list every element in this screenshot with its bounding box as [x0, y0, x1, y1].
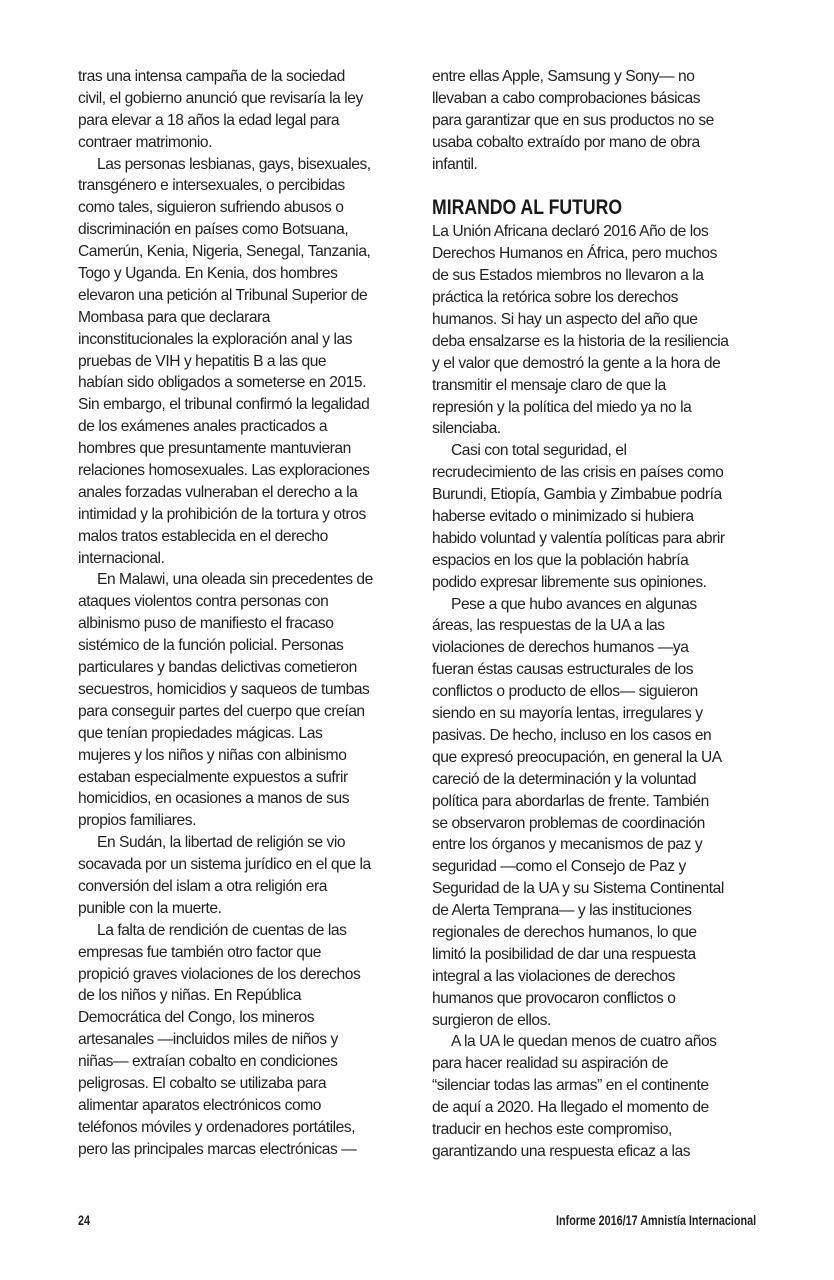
text-line: homicidios, en ocasiones a manos de sus — [78, 790, 350, 808]
text-line: represión y la política del miedo ya no la — [432, 398, 692, 416]
paragraph — [78, 154, 418, 570]
text-line: inconstitucionales la exploración anal y las — [78, 330, 353, 348]
text-line: contraer matrimonio. — [78, 133, 212, 151]
text-line: artesanales —incluidos miles de niños y — [78, 1031, 338, 1049]
text-line: Togo y Uganda. En Kenia, dos hombres — [78, 265, 338, 283]
text-line: espacios en los que la población habría — [432, 551, 689, 569]
text-line: de aquí a 2020. Ha llegado el momento de — [432, 1099, 709, 1117]
text-line: recrudecimiento de las crisis en países como — [432, 464, 724, 482]
section-heading: MIRANDO AL FUTURO — [432, 196, 623, 220]
text-line: entre los órganos y mecanismos de paz y — [432, 836, 703, 854]
right-column-intro — [432, 66, 772, 175]
paragraph — [432, 594, 772, 1032]
text-line: A la UA le quedan menos de cuatro años — [451, 1033, 717, 1051]
text-line: elevaron una petición al Tribunal Superior de — [78, 286, 368, 304]
text-line: mujeres y los niños y niñas con albinismo — [78, 746, 347, 764]
text-line: tras una intensa campaña de la sociedad — [78, 68, 345, 85]
text-line: conflictos o producto de ellos— siguieron — [432, 683, 698, 701]
text-line: para garantizar que en sus productos no se — [432, 111, 714, 129]
text-line: teléfonos móviles y ordenadores portátiles, — [78, 1118, 356, 1136]
paragraph — [78, 920, 418, 1161]
text-line: Camerún, Kenia, Nigeria, Senegal, Tanzania, — [78, 243, 371, 261]
text-line: áreas, las respuestas de la UA a las — [432, 617, 665, 635]
text-line: que tenían propiedades mágicas. Las — [78, 724, 323, 742]
text-line: haberse evitado o minimizado si hubiera — [432, 508, 694, 526]
paragraph — [432, 66, 772, 175]
text-line: regionales de derechos humanos, lo que — [432, 923, 697, 941]
text-line: secuestros, homicidios y saqueos de tumbas — [78, 680, 370, 698]
text-line: fueran éstas causas estructurales de los — [432, 661, 694, 679]
text-line: seguridad —como el Consejo de Paz y — [432, 858, 686, 876]
text-line: llevaban a cabo comprobaciones básicas — [432, 89, 701, 107]
text-line: anales forzadas vulneraban el derecho a la — [78, 483, 358, 501]
text-line: propios familiares. — [78, 812, 196, 830]
text-line: garantizando una respuesta eficaz a las — [432, 1142, 691, 1160]
text-line: La falta de rendición de cuentas de las — [97, 921, 347, 939]
text-line: En Sudán, la libertad de religión se vio — [97, 834, 346, 852]
text-line: como tales, siguieron sufriendo abusos o — [78, 199, 344, 217]
text-line: albinismo puso de manifiesto el fracaso — [78, 615, 334, 633]
text-line: silenciaba. — [432, 420, 501, 438]
text-line: Mombasa para que declarara — [78, 308, 271, 326]
text-line: integral a las violaciones de derechos — [432, 967, 675, 985]
text-line: punible con la muerte. — [78, 899, 222, 917]
text-line: Seguridad de la UA y su Sistema Continental — [432, 880, 724, 898]
text-line: política para abordarlas de frente. También — [432, 792, 709, 810]
text-line: pasivas. De hecho, incluso en los casos en — [432, 726, 712, 744]
text-line: Pese a que hubo avances en algunas — [451, 595, 697, 613]
text-line: socavada por un sistema jurídico en el que la — [78, 856, 371, 874]
paragraph — [78, 66, 418, 154]
text-line: se observaron problemas de coordinación — [432, 814, 705, 832]
paragraph — [78, 569, 418, 832]
paragraph — [432, 440, 772, 593]
paragraph — [78, 832, 418, 920]
text-line: Casi con total seguridad, el — [451, 442, 627, 460]
text-line: propició graves violaciones de los derechos — [78, 965, 361, 983]
text-line: habían sido obligados a someterse en 2015. — [78, 374, 366, 392]
text-line: traducir en hechos este compromiso, — [432, 1120, 672, 1138]
text-line: particulares y bandas delictivas cometieron — [78, 659, 357, 677]
paragraph — [432, 1031, 772, 1162]
text-line: empresas fue también otro factor que — [78, 943, 321, 961]
text-line: transmitir el mensaje claro de que la — [432, 376, 666, 394]
text-line: habido voluntad y valentía políticas para abrir — [432, 529, 725, 547]
text-line: humanos que provocaron conflictos o — [432, 989, 676, 1007]
page-number: 24 — [78, 1213, 91, 1228]
text-line: podido expresar libremente sus opiniones. — [432, 573, 707, 591]
text-line: limitó la posibilidad de dar una respuesta — [432, 945, 696, 963]
text-line: relaciones homosexuales. Las exploraciones — [78, 462, 370, 480]
text-line: de los niños y niñas. En República — [78, 987, 302, 1005]
text-line: pero las principales marcas electrónicas — — [78, 1140, 357, 1158]
text-line: siendo en su mayoría lentas, irregulares y — [432, 705, 703, 723]
text-line: niñas— extraían cobalto en condiciones — [78, 1053, 338, 1071]
text-line: conversión del islam a otra religión era — [78, 877, 327, 895]
text-line: La Unión Africana declaró 2016 Año de los — [432, 223, 709, 241]
text-line: Las personas lesbianas, gays, bisexuales, — [97, 155, 371, 173]
text-line: Burundi, Etiopía, Gambia y Zimbabue podría — [432, 486, 722, 504]
text-line: que expresó preocupación, en general la UA — [432, 748, 722, 766]
paragraph — [432, 221, 772, 440]
text-line: para hacer realidad su aspiración de — [432, 1055, 669, 1073]
right-column — [432, 66, 772, 1163]
text-line: violaciones de derechos humanos —ya — [432, 639, 689, 657]
text-line: deba ensalzarse es la historia de la resiliencia — [432, 332, 729, 350]
text-line: usaba cobalto extraído por mano de obra — [432, 133, 700, 151]
text-line: discriminación en países como Botsuana, — [78, 221, 349, 239]
text-line: Sin embargo, el tribunal confirmó la legalidad — [78, 396, 370, 414]
text-line: En Malawi, una oleada sin precedentes de — [97, 571, 373, 589]
text-line: surgieron de ellos. — [432, 1011, 551, 1029]
text-line: de Alerta Temprana— y las instituciones — [432, 902, 692, 920]
text-line: humanos. Si hay un aspecto del año que — [432, 311, 698, 329]
text-line: hombres que presuntamente mantuvieran — [78, 440, 351, 458]
left-column — [78, 66, 418, 1161]
right-column-body — [432, 221, 772, 1162]
text-line: careció de la determinación y la voluntad — [432, 770, 697, 788]
text-line: infantil. — [432, 155, 478, 173]
text-line: entre ellas Apple, Samsung y Sony— no — [432, 68, 695, 85]
text-line: para conseguir partes del cuerpo que creían — [78, 702, 365, 720]
text-line: transgénero e intersexuales, o percibidas — [78, 177, 345, 195]
text-line: ataques violentos contra personas con — [78, 593, 329, 611]
text-line: y el valor que demostró la gente a la hora de — [432, 354, 721, 372]
text-line: de los exámenes anales practicados a — [78, 418, 328, 436]
text-line: internacional. — [78, 549, 165, 567]
footer-title: Informe 2016/17 Amnistía Internacional — [555, 1213, 756, 1228]
text-line: Democrática del Congo, los mineros — [78, 1009, 315, 1027]
text-line: sistémico de la función policial. Personas — [78, 637, 344, 655]
text-line: civil, el gobierno anunció que revisaría la ley — [78, 89, 363, 107]
text-line: intimidad y la prohibición de la tortura y otros — [78, 505, 366, 523]
text-line: de sus Estados miembros no llevaron a la — [432, 267, 704, 285]
text-line: alimentar aparatos electrónicos como — [78, 1096, 321, 1114]
text-line: Derechos Humanos en África, pero muchos — [432, 245, 717, 263]
text-line: para elevar a 18 años la edad legal para — [78, 111, 340, 129]
text-line: estaban especialmente expuestos a sufrir — [78, 768, 348, 786]
text-line: peligrosas. El cobalto se utilizaba para — [78, 1074, 327, 1092]
text-line: pruebas de VIH y hepatitis B a las que — [78, 352, 327, 370]
text-line: malos tratos establecida en el derecho — [78, 527, 328, 545]
text-line: “silenciar todas las armas” en el continente — [432, 1077, 709, 1095]
text-line: práctica la retórica sobre los derechos — [432, 289, 678, 307]
